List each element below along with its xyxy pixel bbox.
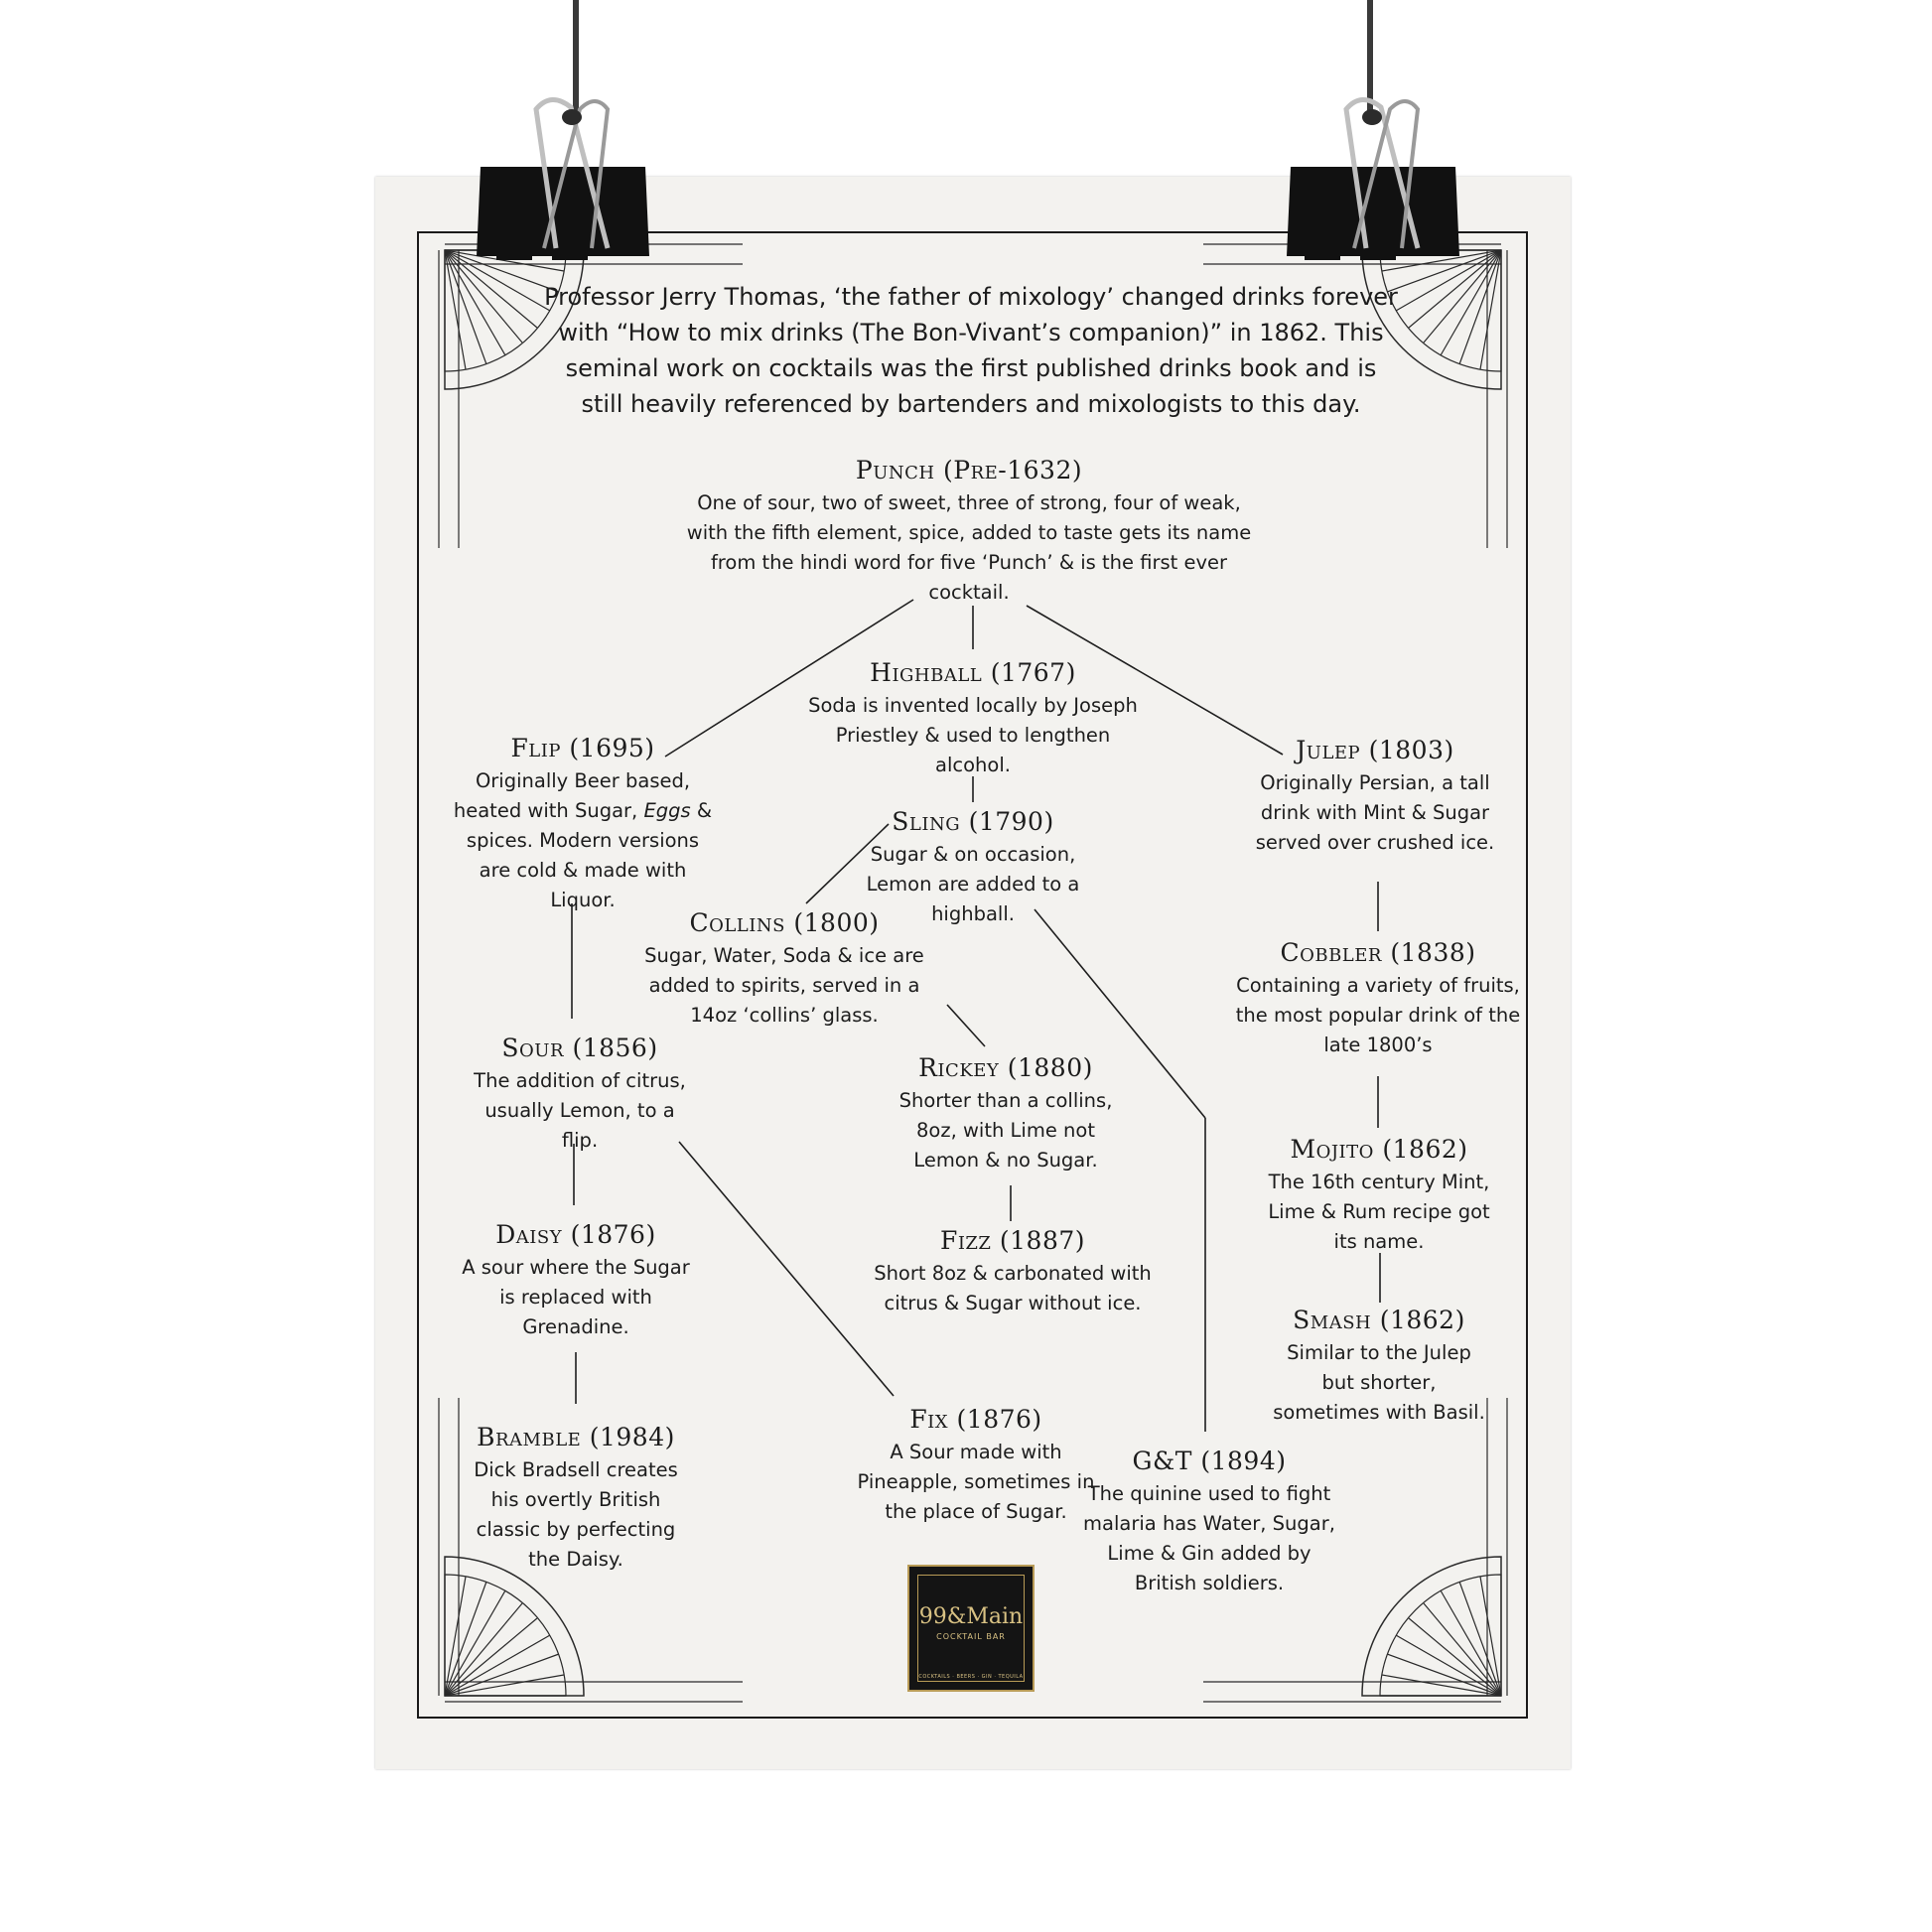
node-desc: Similar to the Julep but shorter, sometimes with Basil.: [1273, 1341, 1485, 1424]
node-desc: Sugar & on occasion, Lemon are added to a highball.: [866, 843, 1080, 925]
node-desc: Originally Beer based, heated with Sugar, Eggs & spices. Modern versions are cold & made with Liquor.: [453, 769, 713, 911]
node-desc: Shorter than a collins, 8oz, with Lime not Lemon & no Sugar.: [898, 1089, 1113, 1172]
node-desc: The addition of citrus, usually Lemon, to a flip.: [474, 1069, 686, 1152]
node-title: Daisy (1876): [495, 1220, 656, 1249]
node-desc: A sour where the Sugar is replaced with Grenadine.: [462, 1256, 690, 1338]
binder-clip-right: [1287, 99, 1459, 260]
node-title: Bramble (1984): [477, 1423, 675, 1451]
node-title: Fizz (1887): [939, 1226, 1086, 1255]
node-title: Julep (1803): [1296, 736, 1454, 764]
logo-name: 99&Main: [918, 1604, 1024, 1629]
node-title: Mojito (1862): [1290, 1135, 1468, 1164]
logo-tagline: COCKTAILS · BEERS · GIN · TEQUILA: [918, 1674, 1024, 1680]
node-desc: Soda is invented locally by Joseph Priestley & used to lengthen alcohol.: [808, 694, 1138, 776]
node-title: Punch (Pre-1632): [855, 456, 1083, 484]
node-desc: The quinine used to fight malaria has Water, Sugar, Lime & Gin added by British soldiers.: [1083, 1482, 1335, 1594]
node-desc: Originally Persian, a tall drink with Mint & Sugar served over crushed ice.: [1255, 771, 1495, 854]
node-title: Highball (1767): [870, 658, 1076, 687]
node-desc: Sugar, Water, Soda & ice are added to spirits, served in a 14oz ‘collins’ glass.: [644, 944, 924, 1027]
node-title: Sour (1856): [501, 1034, 658, 1062]
intro-text: Professor Jerry Thomas, ‘the father of mixology’ changed drinks forever with “How to mix drinks (The Bon-Vivant’s companion)” in 1862. This seminal work on cocktails was the first published drinks book and is still heavily referenced by bartenders and mixologists to this day.: [544, 283, 1398, 418]
node-desc: The 16th century Mint, Lime & Rum recipe got its name.: [1268, 1171, 1490, 1253]
node-title: Smash (1862): [1293, 1306, 1465, 1334]
node-title: Cobbler (1838): [1280, 938, 1476, 967]
node-title: Sling (1790): [892, 807, 1054, 836]
node-title: Flip (1695): [510, 734, 655, 762]
node-title: Collins (1800): [689, 908, 880, 937]
binder-clip-left: [477, 99, 649, 260]
node-desc: Containing a variety of fruits, the most popular drink of the late 1800’s: [1235, 974, 1521, 1056]
node-title: Fix (1876): [909, 1405, 1042, 1434]
node-desc: One of sour, two of sweet, three of strong, four of weak, with the fifth element, spice, added to taste gets its name from the hindi word for five ‘Punch’ & is the first ever cocktail.: [686, 491, 1252, 604]
node-desc: Dick Bradsell creates his overtly British classic by perfecting the Daisy.: [474, 1458, 678, 1571]
node-desc: A Sour made with Pineapple, sometimes in the place of Sugar.: [857, 1441, 1095, 1523]
node-title: Rickey (1880): [918, 1053, 1093, 1082]
node-desc: Short 8oz & carbonated with citrus & Sugar without ice.: [874, 1262, 1152, 1314]
logo-subtitle: COCKTAIL BAR: [936, 1632, 1006, 1641]
node-title: G&T (1894): [1132, 1447, 1287, 1475]
